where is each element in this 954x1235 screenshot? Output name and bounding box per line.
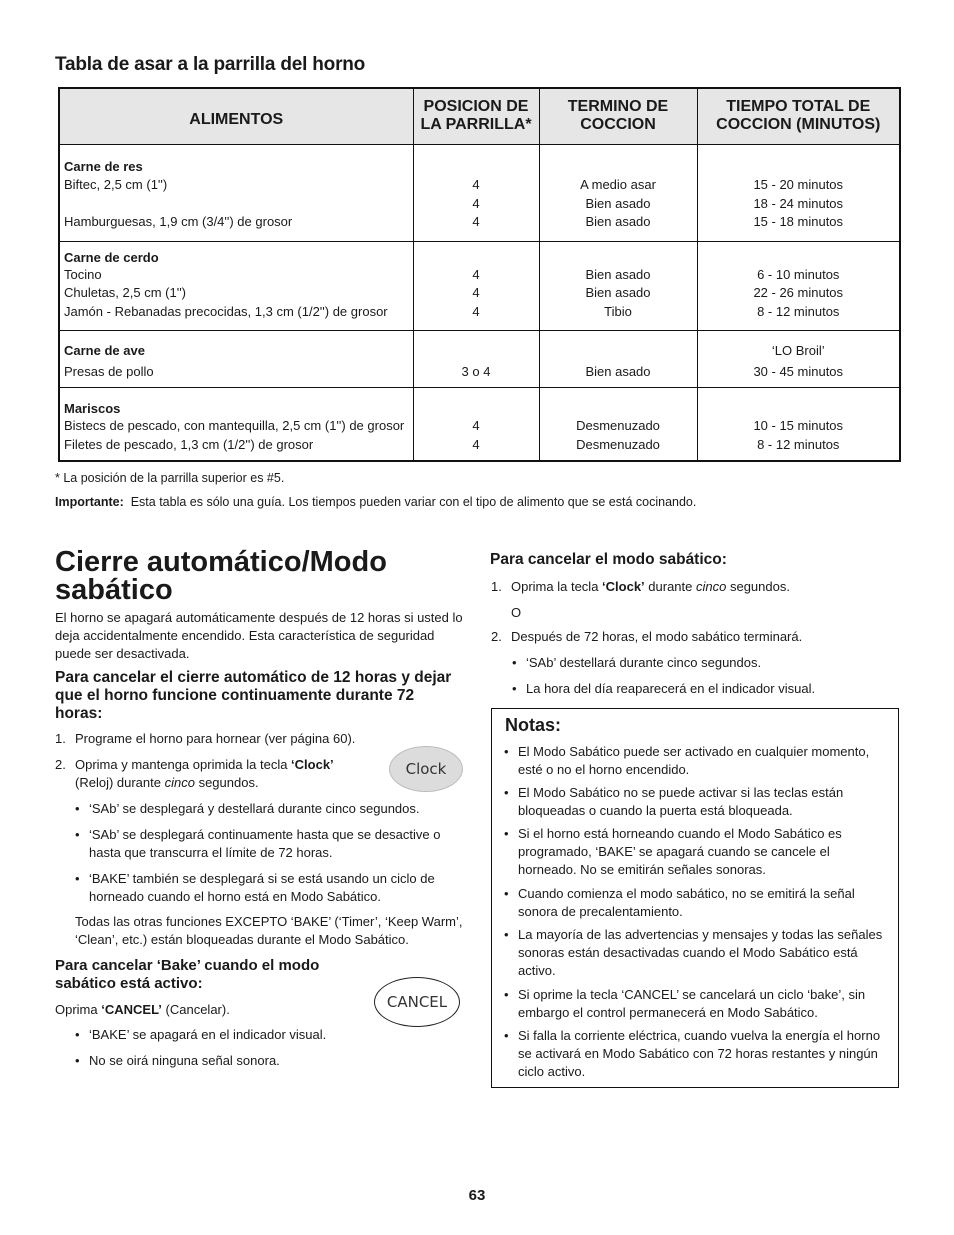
table-footnote: * La posición de la parrilla superior es #5. xyxy=(55,471,285,485)
table-row: Chuletas, 2,5 cm (1'') 4 Bien asado 22 - 26 minutos xyxy=(59,284,900,303)
table-row xyxy=(59,144,900,176)
table-row: Jamón - Rebanadas precocidas, 1,3 cm (1/2'') de grosor 4 Tibio 8 - 12 minutos xyxy=(59,303,900,331)
notes-title: Notas: xyxy=(505,715,562,735)
list-item: • La hora del día reaparecerá en el indicador visual. xyxy=(512,681,816,696)
header-time: TIEMPO TOTAL DE COCCION (MINUTOS) xyxy=(697,88,900,144)
important-note: Importante: Esta tabla es sólo una guía. Los tiempos pueden variar con el tipo de alimento que se está cocinando. xyxy=(55,495,697,509)
note-item: • Si el horno está horneando cuando el Modo Sabático es programado, ‘BAKE’ se apagará cuando se cancele el horneado. No se emitirán señales sonoras. xyxy=(504,826,842,877)
intro-paragraph: El horno se apagará automáticamente después de 12 horas si usted lo deja accidentalmente encendido. Esta característica de seguridad puede ser desactivada. xyxy=(55,610,463,661)
note-item: • El Modo Sabático puede ser activado en cualquier momento, esté o no el horno encendido. xyxy=(504,744,870,777)
header-rack: POSICION DE LA PARRILLA* xyxy=(413,88,539,144)
list-item: • ‘SAb’ se desplegará y destellará durante cinco segundos. xyxy=(75,801,420,816)
table-row xyxy=(59,241,900,266)
category-seafood: Mariscos xyxy=(64,401,121,416)
note-item: • La mayoría de las advertencias y mensajes y todas las señales sonoras están desactivadas cuando el Modo Sabático está activo. xyxy=(504,927,883,978)
category-poultry: Carne de ave xyxy=(64,343,145,358)
table-row: Carne de ave ‘LO Broil’ xyxy=(59,331,900,361)
cancel-key-icon: CANCEL xyxy=(374,977,460,1027)
header-food: ALIMENTOS xyxy=(59,88,413,144)
table-row: Filetes de pescado, 1,3 cm (1/2'') de grosor 4 Desmenuzado 8 - 12 minutos xyxy=(59,436,900,462)
table-row: Bistecs de pescado, con mantequilla, 2,5 cm (1'') de grosor 4 Desmenuzado 10 - 15 minutos xyxy=(59,417,900,436)
table-row xyxy=(59,388,900,418)
cancel-bake-heading: Para cancelar ‘Bake’ cuando el modo sabático está activo: xyxy=(55,957,320,992)
notes-box xyxy=(491,708,899,1088)
locked-functions-paragraph: Todas las otras funciones EXCEPTO ‘BAKE’ (‘Timer’, ‘Keep Warm’, ‘Clean’, etc.) están bloqueadas durante el Modo Sabático. xyxy=(75,914,463,947)
step-1: 1. Programe el horno para hornear (ver página 60). xyxy=(55,731,356,746)
list-item: • ‘SAb’ se desplegará continuamente hasta que se desactive o hasta que transcurra el límite de 72 horas. xyxy=(75,827,441,860)
note-item: • Si oprime la tecla ‘CANCEL’ se cancelará un ciclo ‘bake’, sin embargo el control permanecerá en Modo Sabático. xyxy=(504,987,866,1020)
header-doneness: TERMINO DE COCCION xyxy=(539,88,697,144)
table-row: Biftec, 2,5 cm (1'') 4 A medio asar 15 - 20 minutos xyxy=(59,176,900,195)
sabbath-step-1: 1. Oprima la tecla ‘Clock’ durante cinco segundos. xyxy=(491,579,790,594)
broil-table xyxy=(58,87,901,462)
note-item: • El Modo Sabático no se puede activar si las teclas están bloqueadas o cuando la puerta está bloqueada. xyxy=(504,785,844,818)
cancel-12h-heading: Para cancelar el cierre automático de 12 horas y dejar que el horno funcione continuamente durante 72 horas: xyxy=(55,669,452,722)
table-row: Tocino 4 Bien asado 6 - 10 minutos xyxy=(59,266,900,285)
or-text: O xyxy=(511,605,522,620)
note-item: • Si falla la corriente eléctrica, cuando vuelva la energía el horno se activará en Modo Sabático con 72 horas restantes y ningún ciclo activo. xyxy=(504,1028,881,1079)
step-2: 2. Oprima y mantenga oprimida la tecla ‘Clock’ (Reloj) durante cinco segundos. xyxy=(55,757,334,790)
table-row: 4 Bien asado 18 - 24 minutos xyxy=(59,195,900,214)
list-item: • ‘BAKE’ también se desplegará si se está usando un ciclo de horneado cuando el horno está en Modo Sabático. xyxy=(75,871,435,904)
section-title: Cierre automático/Modo sabático xyxy=(55,546,387,606)
press-cancel-text: Oprima ‘CANCEL’ (Cancelar). xyxy=(55,1002,230,1017)
list-item: • ‘BAKE’ se apagará en el indicador visual. xyxy=(75,1027,327,1042)
sabbath-step-2: 2. Después de 72 horas, el modo sabático terminará. xyxy=(491,629,803,644)
list-item: • No se oirá ninguna señal sonora. xyxy=(75,1053,280,1068)
category-pork: Carne de cerdo xyxy=(64,249,159,265)
table-row: Presas de pollo 3 o 4 Bien asado 30 - 45 minutos xyxy=(59,361,900,388)
category-beef: Carne de res xyxy=(64,158,143,174)
clock-key-icon: Clock xyxy=(389,746,463,792)
list-item: • ‘SAb’ destellará durante cinco segundos. xyxy=(512,655,762,670)
cancel-sabbath-heading: Para cancelar el modo sabático: xyxy=(490,551,727,568)
note-item: • Cuando comienza el modo sabático, no se emitirá la señal sonora de precalentamiento. xyxy=(504,886,855,919)
table-title: Tabla de asar a la parrilla del horno xyxy=(55,54,366,75)
page-number: 63 xyxy=(468,1187,486,1204)
table-row: Hamburguesas, 1,9 cm (3/4'') de grosor 4 Bien asado 15 - 18 minutos xyxy=(59,213,900,241)
